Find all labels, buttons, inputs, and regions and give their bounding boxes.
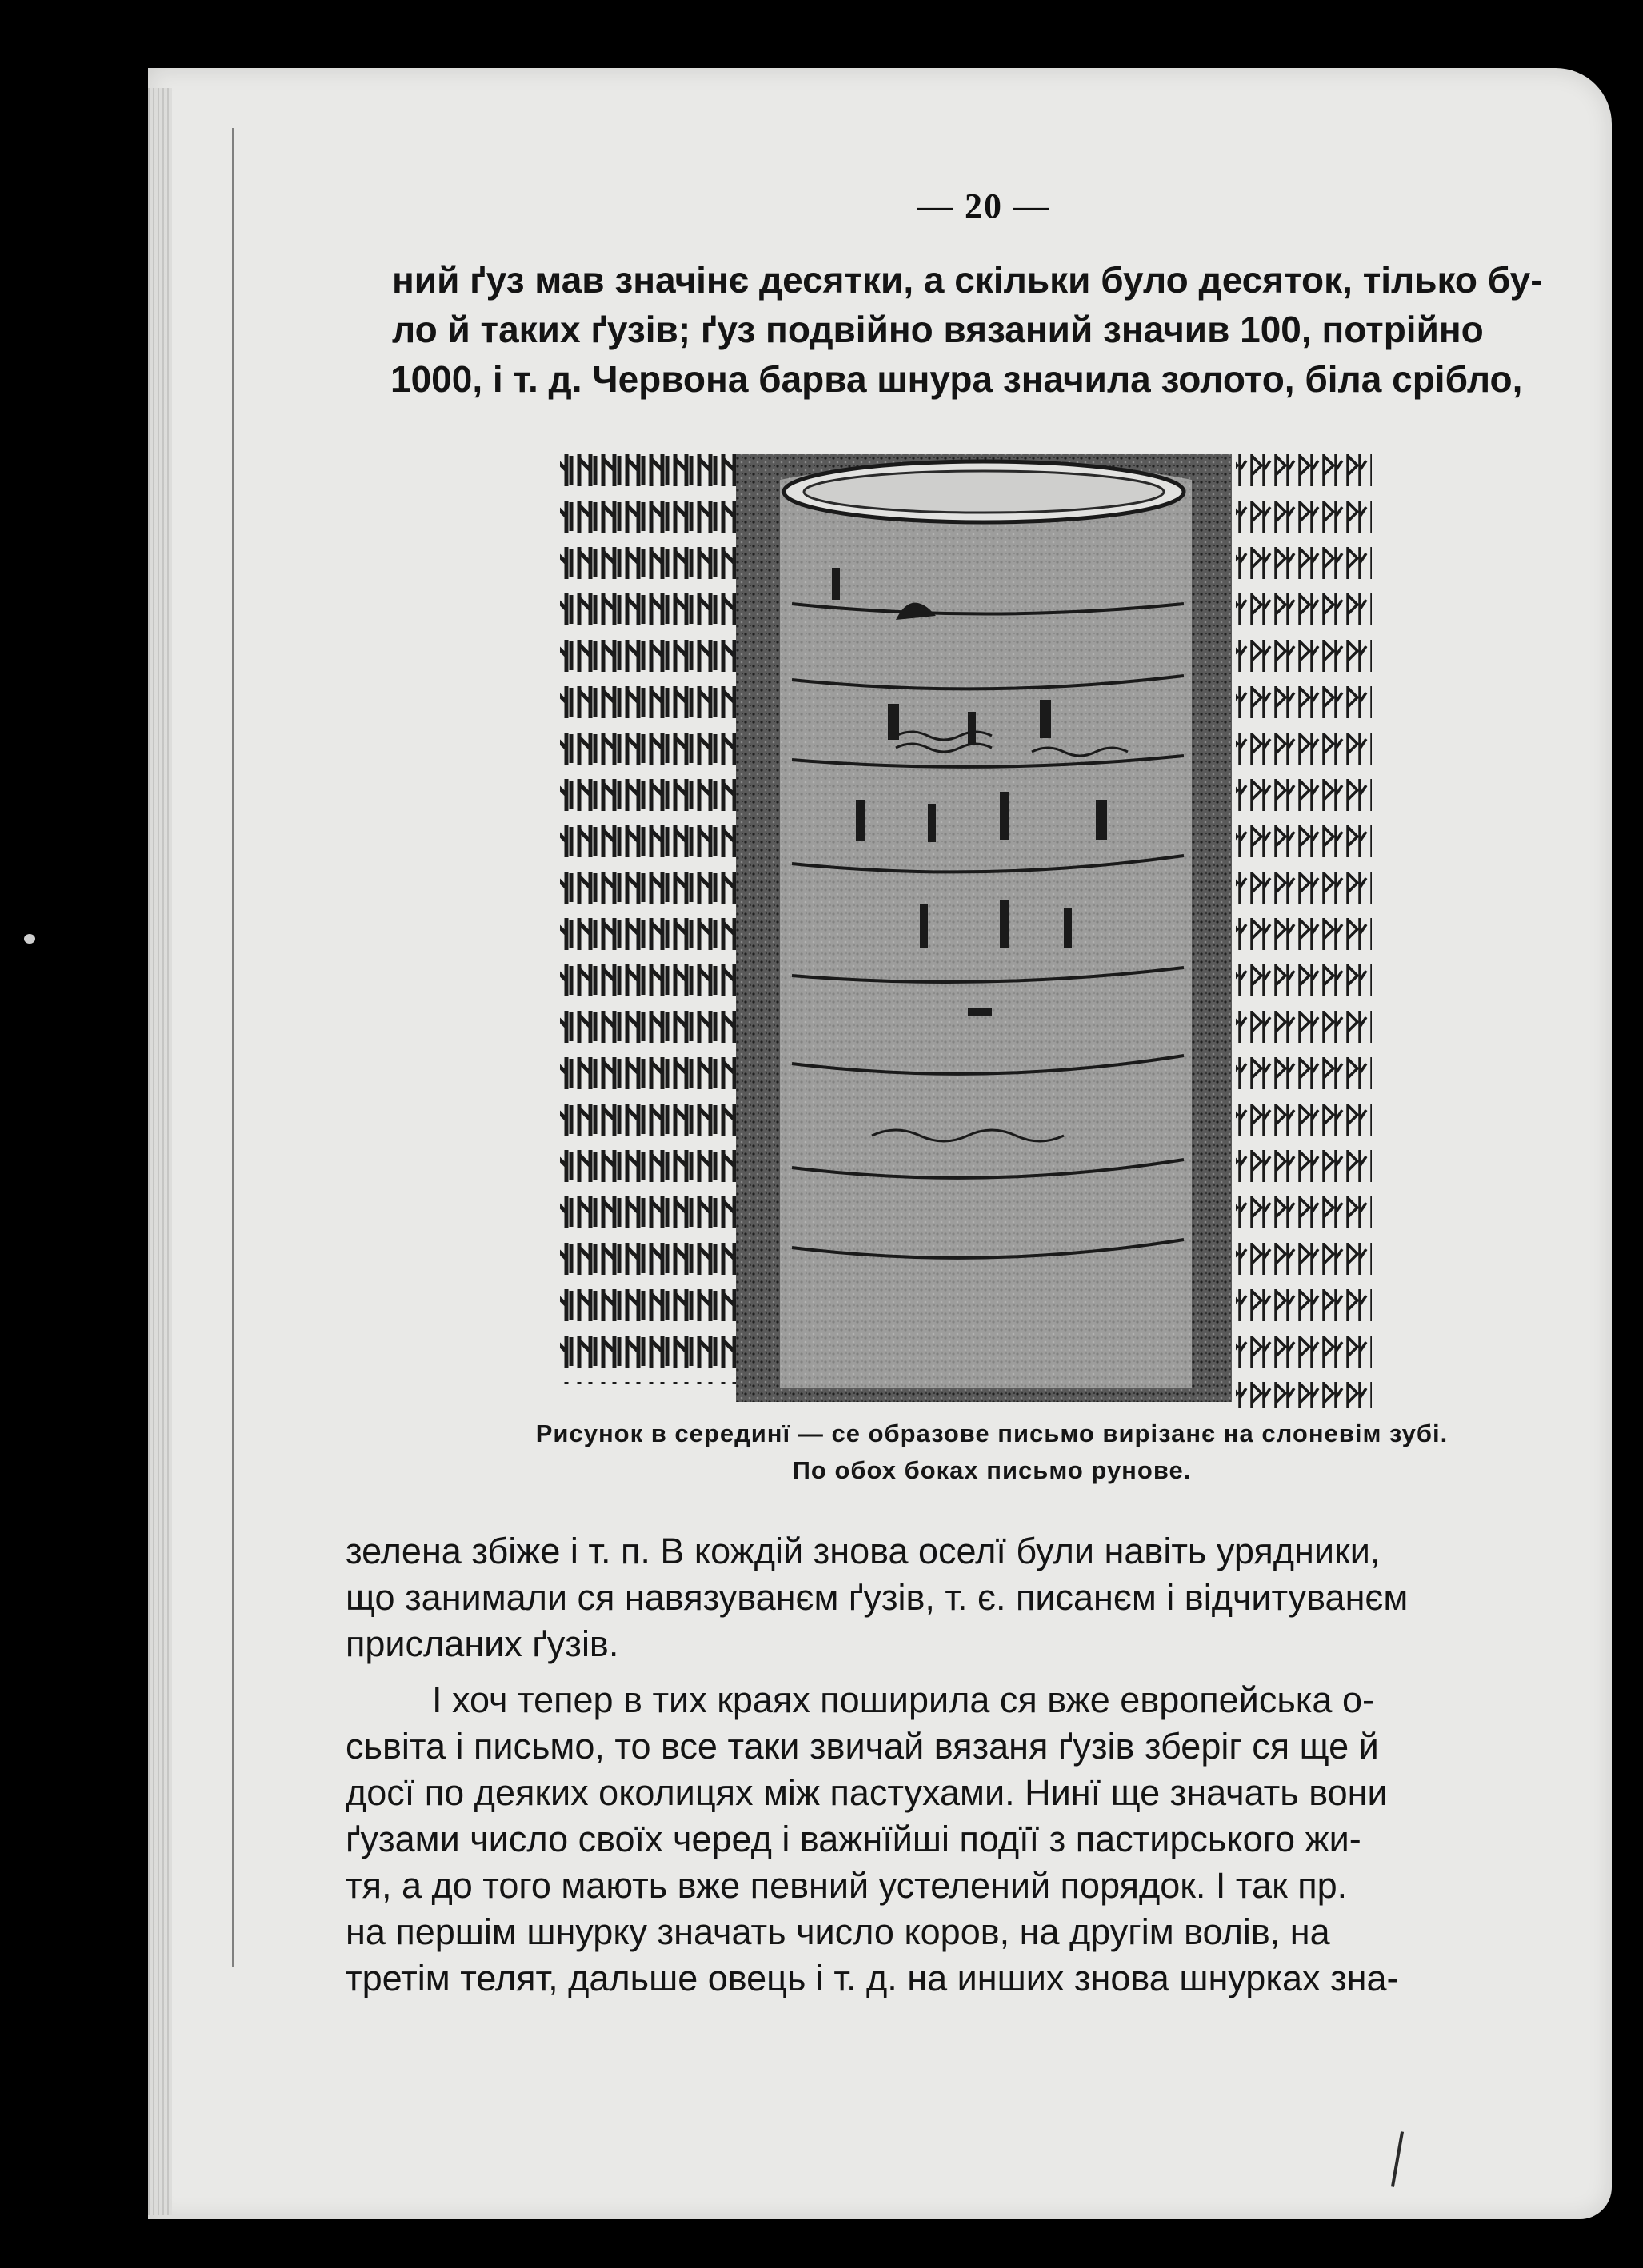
text-line: ло й таких ґузів; ґуз подвійно вязаний значив 100, потрійно	[392, 309, 1484, 350]
text-line: що занимали ся навязуванєм ґузів, т. є. писанєм і відчитуванєм	[346, 1577, 1409, 1618]
text-line: І хоч тепер в тих краях поширила ся вже европейська о-	[432, 1679, 1374, 1720]
text-line: сьвіта і письмо, то все таки звичай вязаня ґузів зберіг ся ще й	[346, 1726, 1379, 1767]
text-line: присланих ґузів.	[346, 1623, 619, 1664]
rune-column-left	[560, 448, 740, 1384]
text-line: на першім шнурку значать число коров, на другім волів, на	[346, 1911, 1330, 1952]
caption-line: По обох боках письмо рунове.	[792, 1456, 1192, 1484]
page-number: — 20 —	[917, 186, 1050, 226]
margin-rule	[232, 128, 234, 1967]
figure-caption	[480, 1416, 1504, 1489]
carved-tusk	[736, 454, 1232, 1402]
page-edge	[148, 88, 172, 2215]
rune-column-right	[1236, 452, 1372, 1408]
illustration-carved-tusk-with-runes	[552, 448, 1392, 1416]
text-line: тя, а до того мають вже певний устелений порядок. І так пр.	[346, 1865, 1348, 1906]
text-line: досї по деяких околицях між пастухами. Нинї ще значать вони	[346, 1772, 1388, 1813]
text-line: ґузами число своїх черед і важнїйші подїї з пастирського жи-	[346, 1819, 1361, 1859]
text-line: зелена збіже і т. п. В кождій знова оселї були навіть урядники,	[346, 1531, 1381, 1571]
text-line: 1000, і т. д. Червона барва шнура значила золото, біла срібло,	[390, 358, 1523, 400]
text-line: ний ґуз мав значінє десятки, а скільки було десяток, тілько бу-	[392, 259, 1543, 301]
text-line: третім телят, дальше овець і т. д. на инших знова шнурках зна-	[346, 1958, 1399, 1998]
dust-speck	[24, 934, 35, 944]
caption-line: Рисунок в серединї — се образове письмо вирізанє на слоневім зубі.	[535, 1419, 1449, 1447]
